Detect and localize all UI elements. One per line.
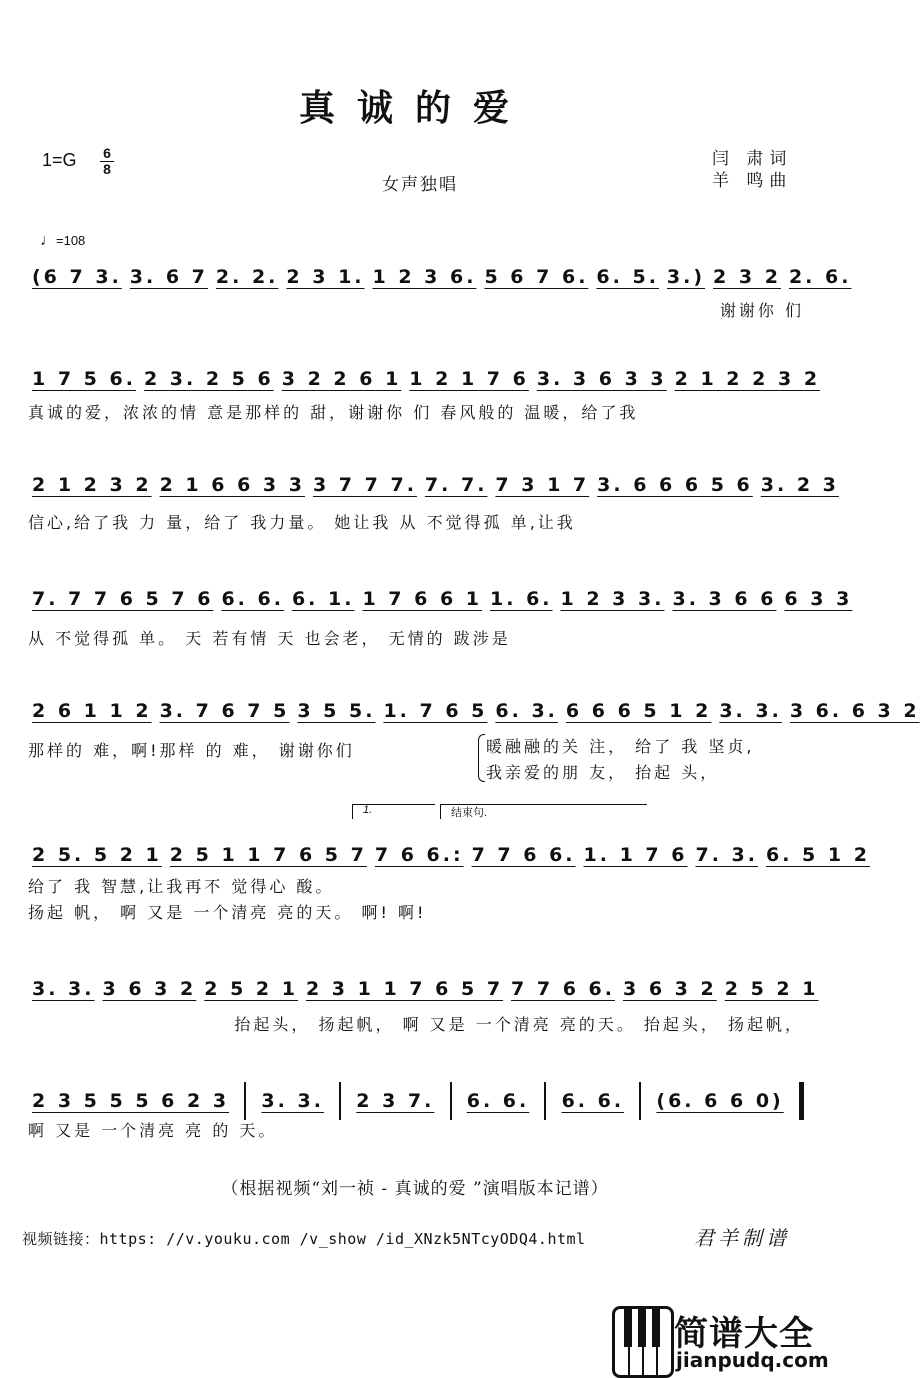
measure: 3. 3. <box>32 978 95 1000</box>
measure: 3. 2 3 <box>760 474 839 496</box>
tempo-value: =108 <box>56 233 86 248</box>
measure: 1. 1 7 6 <box>583 844 688 866</box>
volta-bracket-1 <box>352 804 435 819</box>
measure: 3. 6 6 6 5 6 <box>597 474 753 496</box>
lyrics-line-7: 抬起头， 扬起帆， 啊 又是 一个清亮 亮的天。 抬起头， 扬起帆， <box>234 1015 804 1034</box>
lyrics-line-3: 信心,给了我 力 量，给了 我力量。 她让我 从 不觉得孤 单,让我 <box>28 513 576 532</box>
measure: 3. 6 7 <box>129 266 208 288</box>
measure: 2 5. 5 2 1 <box>32 844 162 866</box>
measure: 2 5 1 1 7 6 5 7 <box>169 844 367 866</box>
measure: 3 5 5. <box>297 700 376 722</box>
measure: 7 7 6 6. <box>471 844 576 866</box>
measure: 2 3. 2 5 6 <box>143 368 274 390</box>
measure: 2 3 1 1 7 6 5 7 <box>305 978 504 1000</box>
measure: 3 6 3 2 <box>623 978 717 1000</box>
volta-bracket-2 <box>440 804 647 819</box>
score-system-3 <box>28 466 839 504</box>
lyrics-line-4: 从 不觉得孤 单。 天 若有情 天 也会老， 无情的 跋涉是 <box>28 629 511 648</box>
measure: 6. 6. <box>221 588 284 610</box>
measure: 2 3 5 5 5 6 2 3 <box>32 1090 230 1112</box>
site-logo[interactable] <box>612 1306 830 1376</box>
measure: 7. 3. <box>695 844 758 866</box>
measure: 2 3 2 <box>713 266 781 288</box>
measure: 3 7 7 7. <box>312 474 417 496</box>
transcriber-signature: 君羊制谱 <box>694 1226 790 1250</box>
measure: 6. 6. <box>466 1090 530 1112</box>
barline <box>339 1082 341 1120</box>
lyrics-line-5-verse-2: 我亲爱的朋 友， 抬起 头， <box>486 763 720 782</box>
piano-icon <box>612 1306 674 1378</box>
measure: 3. 3 6 3 3 <box>536 368 667 390</box>
measure: 3. 7 6 7 5 <box>159 700 290 722</box>
score-system-2 <box>28 360 821 398</box>
final-barline <box>799 1082 804 1120</box>
logo-url: jianpudq.com <box>676 1348 829 1372</box>
measure: 6. 3. <box>495 700 558 722</box>
logo-name: 简谱大全 <box>674 1314 814 1354</box>
measure: 5 6 7 6. <box>484 266 589 288</box>
measure: 3. 3. <box>261 1090 324 1112</box>
measure: 1 2 1 7 6 <box>409 368 529 390</box>
measure: 2. 2. <box>215 266 279 288</box>
song-title: 真诚的爱 <box>298 87 531 129</box>
barline <box>544 1082 546 1120</box>
measure: 7. 7 7 6 5 7 6 <box>32 588 214 610</box>
score-system-4 <box>28 580 853 618</box>
measure: 6 6 6 5 1 2 <box>565 700 712 722</box>
barline <box>450 1082 452 1120</box>
barline <box>244 1082 246 1120</box>
barline <box>639 1082 641 1120</box>
quarter-note-icon: ♩ <box>40 232 56 249</box>
measure: 2 5 2 1 <box>724 978 819 1000</box>
volta-2-label: 结束句. <box>451 807 488 819</box>
measure: 7 7 6 6. <box>511 978 615 1000</box>
measure: 3. 3 6 6 <box>672 588 777 610</box>
voice-type: 女声独唱 <box>382 175 458 195</box>
measure: 2 3 7. <box>356 1090 435 1112</box>
measure: 3.) <box>666 266 706 288</box>
measure: 2 1 2 3 2 <box>32 474 152 496</box>
score-system-1 <box>28 258 852 296</box>
measure: 1 2 3 6. <box>372 266 477 288</box>
measure: 6. 5. <box>596 266 659 288</box>
transcription-note: （根据视频“刘一祯 - 真诚的爱 ”演唱版本记谱） <box>221 1179 609 1199</box>
measure: (6 7 3. <box>32 266 122 288</box>
lyrics-line-8: 啊 又是 一个清亮 亮 的 天。 <box>28 1121 278 1140</box>
measure: 7 3 1 7 <box>495 474 590 496</box>
score-system-8 <box>28 1082 804 1120</box>
measure: (6. 6 6 0) <box>656 1090 784 1112</box>
video-link[interactable]: 视频链接：https: //v.youku.com /v_show /id_XNzk5NTcyODQ4.html <box>22 1230 586 1248</box>
measure: 3 2 2 6 1 <box>281 368 402 390</box>
piano-black-key <box>624 1309 632 1347</box>
measure: 1 7 5 6. <box>32 368 136 390</box>
volta-1-label: 1. <box>363 804 373 816</box>
measure: 2. 6. <box>788 266 852 288</box>
lyrics-line-5-verse-1: 暖融融的关 注， 给了 我 坚贞, <box>486 737 755 756</box>
measure: 6. 1. <box>291 588 355 610</box>
lyrics-line-6a: 给了 我 智慧,让我再不 觉得心 酸。 <box>28 877 335 896</box>
tempo-marking <box>40 232 85 250</box>
measure: 7. 7. <box>424 474 488 496</box>
measure: 3. 3. <box>719 700 782 722</box>
measure: 1. 6. <box>490 588 553 610</box>
score-system-6 <box>28 836 870 874</box>
measure: 1 7 6 6 1 <box>362 588 483 610</box>
measure: 2 1 2 2 3 2 <box>674 368 821 390</box>
measure: 6. 5 1 2 <box>765 844 870 866</box>
composer-credit: 羊 鸣曲 <box>712 171 793 191</box>
measure: 3 6. 6 3 2 <box>789 700 920 722</box>
measure: 1. 7 6 5 <box>383 700 488 722</box>
measure: 2 1 6 6 3 3 <box>159 474 305 496</box>
measure: 2 5 2 1 <box>204 978 298 1000</box>
measure: 1 2 3 3. <box>560 588 665 610</box>
meter-bottom: 8 <box>103 161 111 177</box>
score-system-5 <box>28 692 920 730</box>
measure: 3 6 3 2 <box>102 978 197 1000</box>
piano-black-key <box>652 1309 660 1347</box>
lyrics-line-6b: 扬起 帆， 啊 又是 一个清亮 亮的天。 啊! 啊! <box>28 903 427 922</box>
meter-top: 6 <box>103 145 111 161</box>
lyrics-line-5: 那样的 难，啊!那样 的 难， 谢谢你们 <box>28 741 355 760</box>
piano-black-key <box>638 1309 646 1347</box>
lyrics-line-1: 谢谢你 们 <box>719 301 804 320</box>
key-signature: 1=G <box>42 150 77 170</box>
measure: 6 3 3 <box>784 588 853 610</box>
lyrics-line-2: 真诚的爱，浓浓的情 意是那样的 甜，谢谢你 们 春风般的 温暖，给了我 <box>28 403 639 422</box>
measure: 2 3 1. <box>286 266 365 288</box>
measure: 7 6 6.: <box>374 844 464 866</box>
lyricist-credit: 闫 肃词 <box>712 149 793 169</box>
verse-brace <box>478 734 485 782</box>
measure: 6. 6. <box>561 1090 625 1112</box>
score-system-7 <box>28 970 819 1008</box>
measure: 2 6 1 1 2 <box>32 700 152 722</box>
